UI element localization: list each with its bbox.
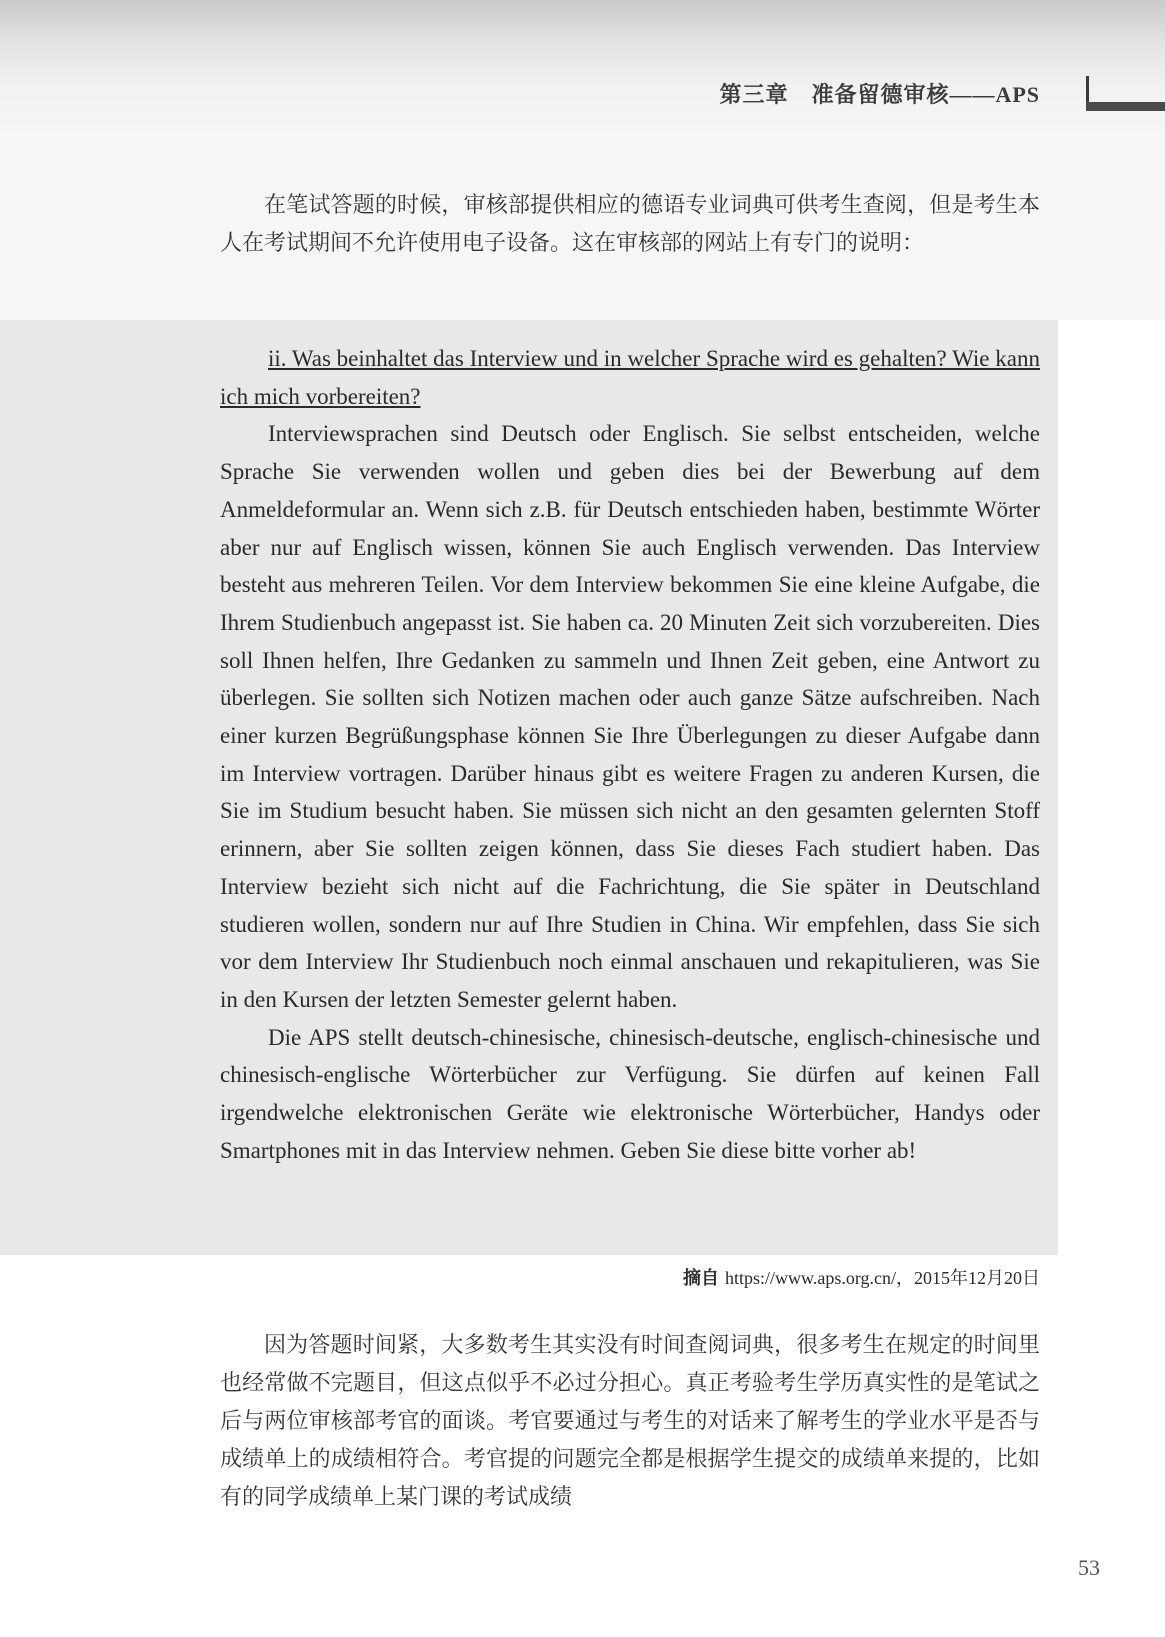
closing-paragraph: 因为答题时间紧，大多数考生其实没有时间查阅词典，很多考生在规定的时间里也经常做不完题目，但这点似乎不必过分担心。真正考验考生学历真实性的是笔试之后与两位审核部考官的面谈。考官要通过与考生的对话来了解考生的学业水平是否与成绩单上的成绩相符合。考官提的问题完全都是根据学生提交的成绩单来提的，比如有的同学成绩单上某门课的考试成绩 [220, 1333, 1040, 1510]
source-citation [683, 1264, 1040, 1290]
quote-paragraph-2: Die APS stellt deutsch-chinesische, chinesisch-deutsche, englisch-chinesische und chinesisch-englische Wörterbücher zur Verfügung. Sie dürfen auf keinen Fall irgendwelche elektronischen Geräte wie elektronische Wörterbücher, Handys oder Smartphones mit in das Interview nehmen. Geben Sie diese bitte vorher ab! [220, 1024, 1040, 1163]
running-header: 第三章 准备留德审核——APS [719, 82, 1040, 107]
quote-content [220, 340, 1040, 1169]
quote-question: ii. Was beinhaltet das Interview und in welcher Sprache wird es gehalten? Wie kann ich mich vorbereiten? [220, 346, 1040, 409]
source-url: https://www.aps.org.cn/，2015年12月20日 [725, 1268, 1040, 1288]
page-number: 53 [1078, 1555, 1100, 1580]
quote-box [0, 320, 1058, 1255]
source-label: 摘自 [683, 1268, 719, 1288]
quote-paragraph-1: Interviewsprachen sind Deutsch oder Englisch. Sie selbst entscheiden, welche Sprache Sie verwenden wollen und geben dies bei der Bewerbung auf dem Anmeldeformular an. Wenn sich z.B. für Deutsch entschieden haben, bestimmte Wörter aber nur auf Englisch wissen, können Sie auch Englisch verwenden. Das Interview besteht aus mehreren Teilen. Vor dem Interview bekommen Sie eine kleine Aufgabe, die Ihrem Studienbuch angepasst ist. Sie haben ca. 20 Minuten Zeit sich vorzubereiten. Dies soll Ihnen helfen, Ihre Gedanken zu sammeln und Ihnen Zeit geben, eine Antwort zu überlegen. Sie sollten sich Notizen machen oder auch ganze Sätze aufschreiben. Nach einer kurzen Begrüßungsphase können Sie Ihre Überlegungen zu dieser Aufgabe dann im Interview vortragen. Darüber hinaus gibt es weitere Fragen zu anderen Kursen, die Sie im Studium besucht haben. Sie müssen sich nicht an den gesamten gelernten Stoff erinnern, aber Sie sollten zeigen können, dass Sie dieses Fach studiert haben. Das Interview bezieht sich nicht auf die Fachrichtung, die Sie später in Deutschland studieren wollen, sondern nur auf Ihre Studien in China. Wir empfehlen, dass Sie sich vor dem Interview Ihr Studienbuch noch einmal anschauen und rekapitulieren, was Sie in den Kursen der letzten Semester gelernt haben. [220, 421, 1040, 1012]
intro-paragraph: 在笔试答题的时候，审核部提供相应的德语专业词典可供考生查阅，但是考生本人在考试期间不允许使用电子设备。这在审核部的网站上有专门的说明： [220, 193, 1040, 256]
top-gradient-band [0, 0, 1165, 320]
header-horizontal-bar [1086, 102, 1165, 111]
